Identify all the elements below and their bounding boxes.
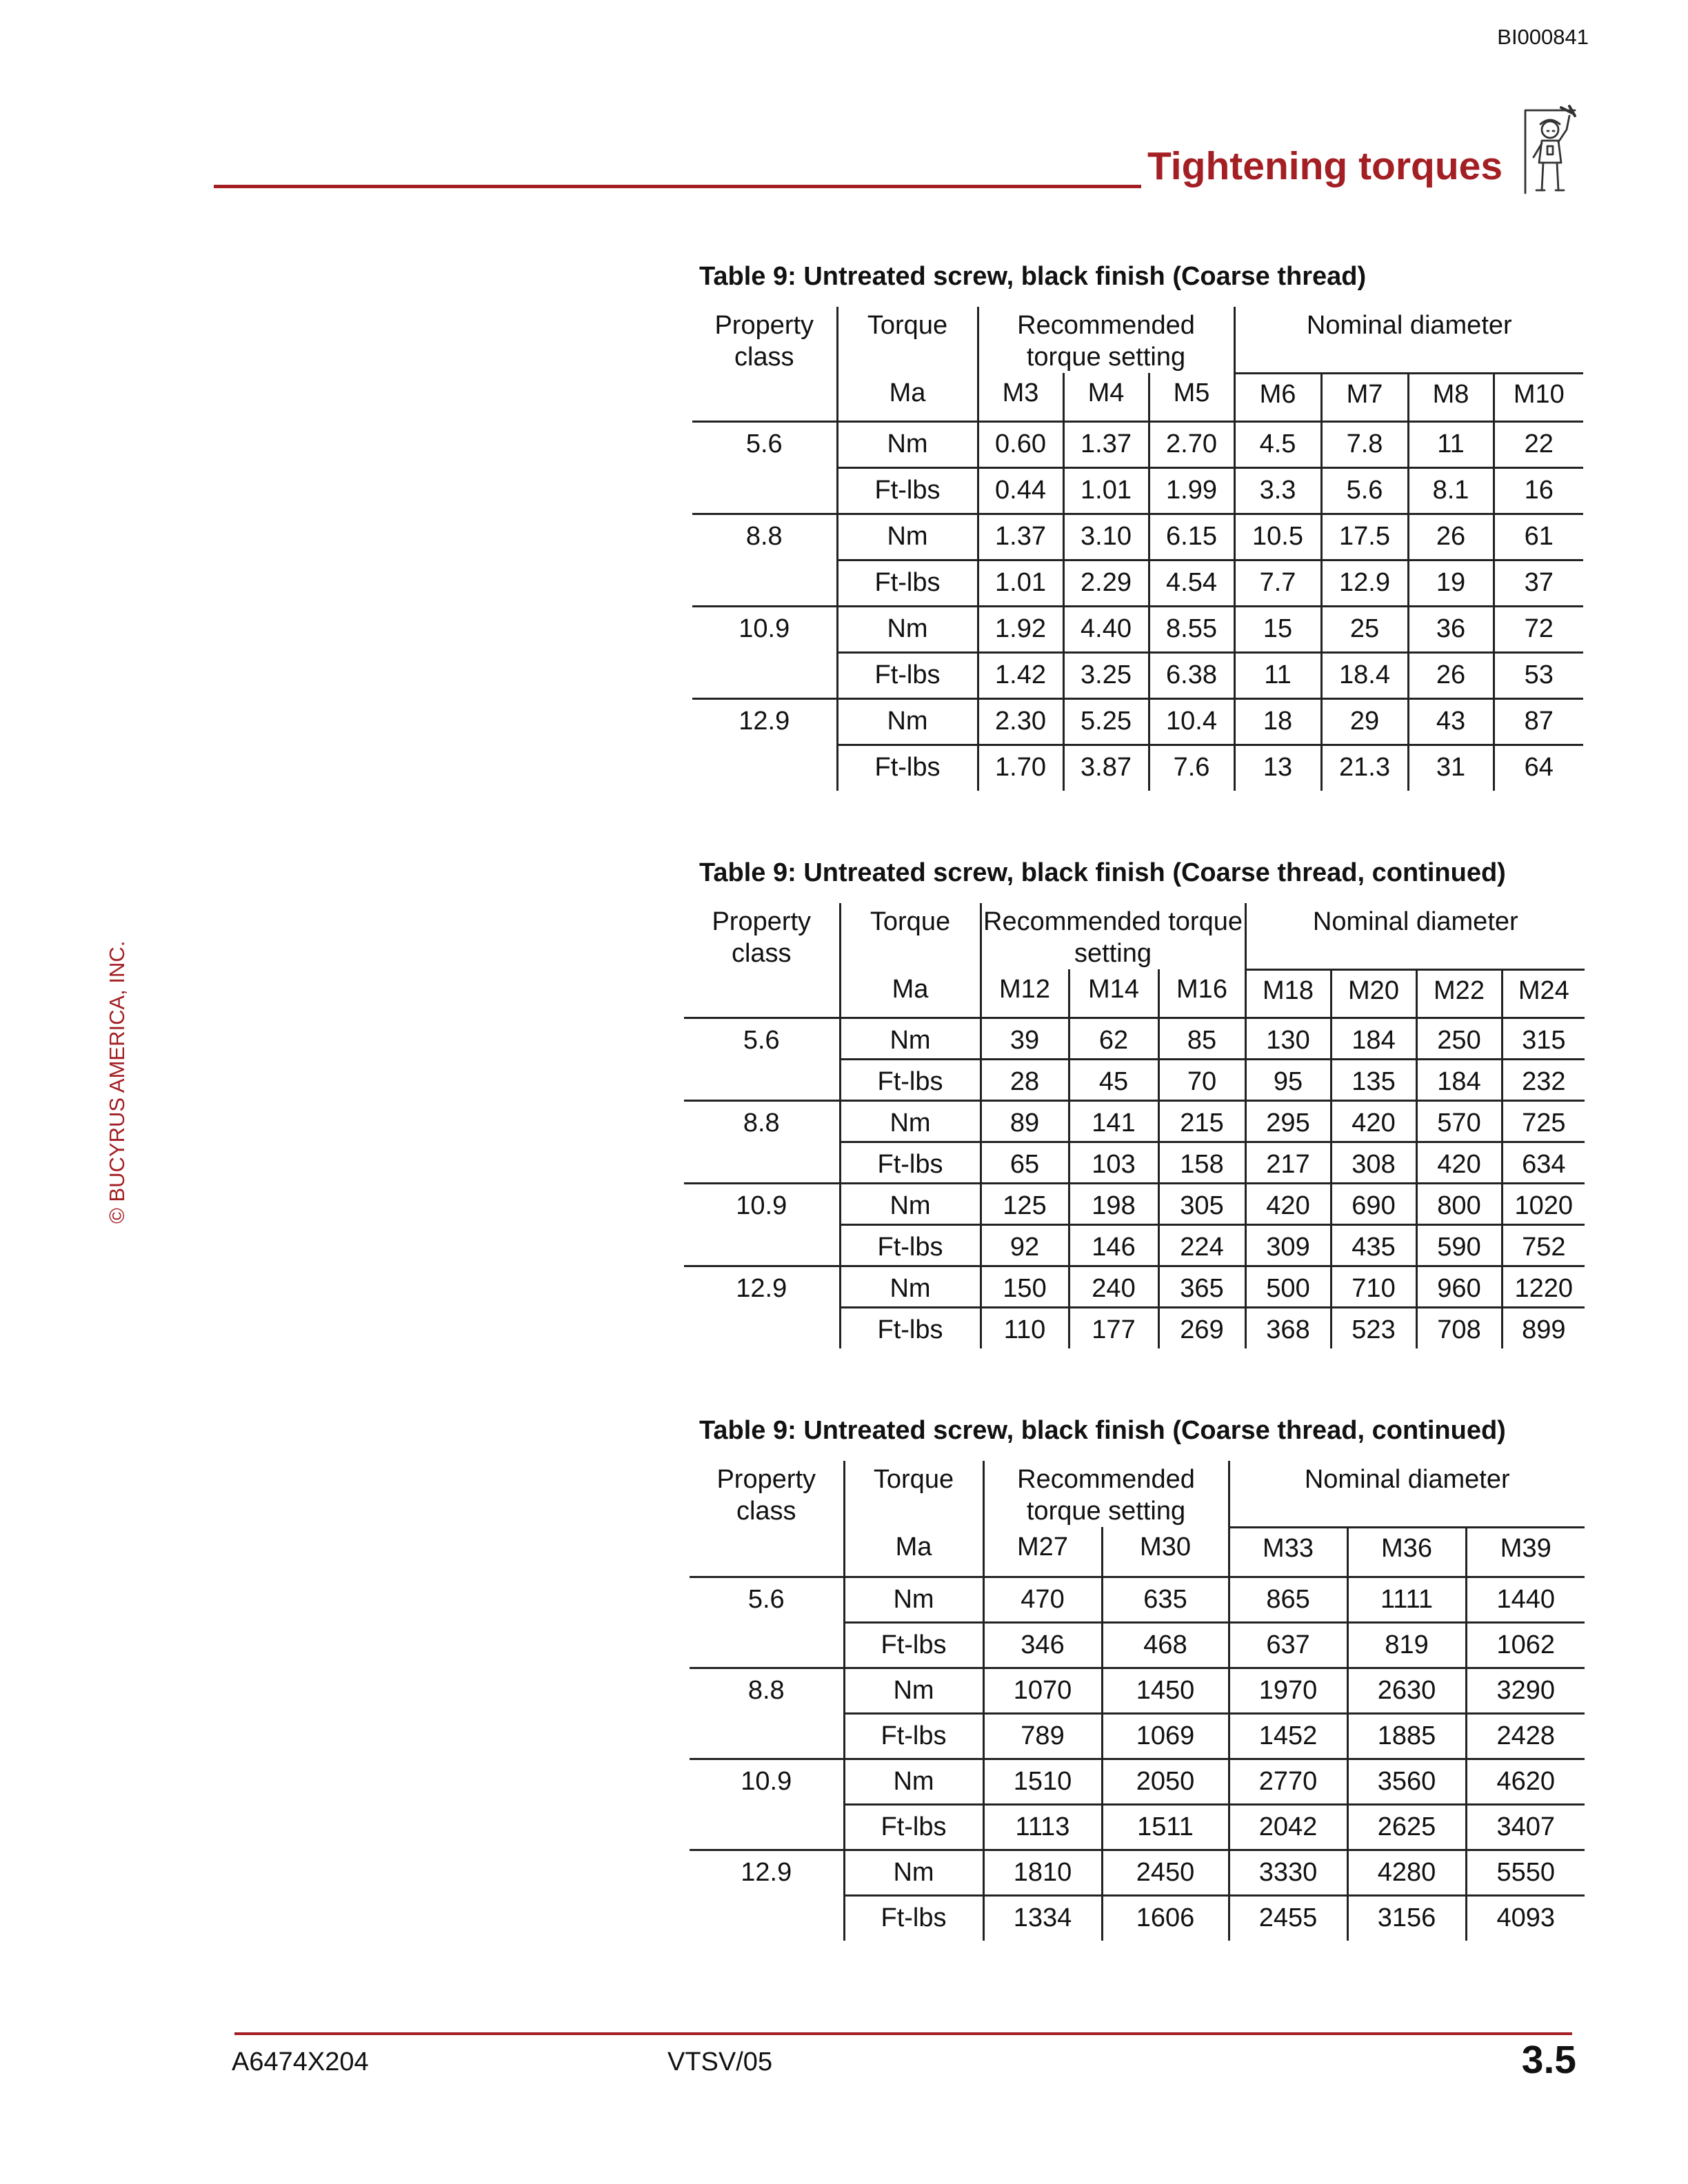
footer-revision: VTSV/05 xyxy=(667,2048,773,2076)
torque-value-cell: 92 xyxy=(981,1224,1069,1266)
property-class-cell: 8.8 xyxy=(690,1668,844,1713)
property-class-cell: 5.6 xyxy=(745,429,783,458)
table-caption: Table 9: Untreated screw, black finish (Coarse thread) xyxy=(699,262,1367,291)
table-row xyxy=(690,1804,1585,1850)
torque-value-cell: 637 xyxy=(1229,1622,1347,1668)
size-header-cell: M5 xyxy=(1149,373,1234,421)
property-class-cell: 10.9 xyxy=(692,606,837,652)
size-header-cell: M22 xyxy=(1416,969,1502,1018)
property-class-cell xyxy=(684,1224,840,1266)
torque-value-cell: 468 xyxy=(1102,1622,1229,1668)
property-class-cell xyxy=(690,1713,844,1759)
torque-value-cell: 89 xyxy=(981,1100,1069,1142)
property-class-cell xyxy=(690,1895,844,1941)
torque-value-cell: 158 xyxy=(1158,1142,1245,1183)
torque-value-cell: 11 xyxy=(1234,652,1321,698)
torque-value-cell: 819 xyxy=(1347,1622,1466,1668)
footer-document-number: A6474X204 xyxy=(232,2048,369,2076)
property-class-cell: 8.8 xyxy=(692,514,837,560)
table-row xyxy=(690,1713,1585,1759)
torque-value-cell: 4.40 xyxy=(1063,606,1149,652)
unit-cell: Nm xyxy=(837,606,978,652)
table-row xyxy=(684,1183,1585,1224)
torque-header: Torque xyxy=(844,1461,983,1527)
torque-value-cell: 2.29 xyxy=(1063,560,1149,606)
size-header-cell: M27 xyxy=(983,1527,1102,1577)
property-class-cell xyxy=(692,560,837,606)
torque-value-cell: 1220 xyxy=(1502,1266,1585,1307)
torque-value-cell: 7.8 xyxy=(1321,421,1408,467)
ma-header: Ma xyxy=(844,1527,983,1577)
torque-value-cell: 1.01 xyxy=(1063,467,1149,514)
unit-cell: Ft-lbs xyxy=(844,1622,983,1668)
torque-value-cell: 184 xyxy=(1416,1059,1502,1100)
torque-value-cell: 960 xyxy=(1416,1266,1502,1307)
torque-value-cell: 368 xyxy=(1245,1307,1331,1348)
torque-value-cell: 29 xyxy=(1321,698,1408,745)
torque-value-cell: 420 xyxy=(1331,1100,1416,1142)
torque-value-cell: 5550 xyxy=(1466,1850,1585,1895)
mechanic-with-wrench-icon xyxy=(1520,105,1583,199)
torque-value-cell: 70 xyxy=(1158,1059,1245,1100)
property-class-cell: 8.8 xyxy=(684,1100,840,1142)
table-caption: Table 9: Untreated screw, black finish (Coarse thread, continued) xyxy=(699,858,1506,887)
torque-value-cell: 150 xyxy=(981,1266,1069,1307)
torque-value-cell: 31 xyxy=(1408,745,1494,791)
torque-value-cell: 17.5 xyxy=(1321,514,1408,560)
torque-value-cell: 217 xyxy=(1245,1142,1331,1183)
torque-value-cell: 7.7 xyxy=(1234,560,1321,606)
torque-value-cell: 16 xyxy=(1494,467,1583,514)
unit-cell: Nm xyxy=(844,1850,983,1895)
torque-value-cell: 95 xyxy=(1245,1059,1331,1100)
torque-value-cell: 1113 xyxy=(983,1804,1102,1850)
torque-value-cell: 72 xyxy=(1494,606,1583,652)
torque-value-cell: 21.3 xyxy=(1321,745,1408,791)
torque-value-cell: 19 xyxy=(1408,560,1494,606)
torque-value-cell: 25 xyxy=(1321,606,1408,652)
recommended-setting-header: Recommended torque setting xyxy=(981,903,1245,969)
property-class-cell xyxy=(690,1804,844,1850)
torque-value-cell: 269 xyxy=(1158,1307,1245,1348)
torque-value-cell: 43 xyxy=(1408,698,1494,745)
torque-value-cell: 5.6 xyxy=(1321,467,1408,514)
torque-value-cell: 65 xyxy=(981,1142,1069,1183)
torque-value-cell: 3.3 xyxy=(1234,467,1321,514)
torque-value-cell: 435 xyxy=(1331,1224,1416,1266)
table-row xyxy=(684,1142,1585,1183)
table-row xyxy=(692,606,1583,652)
size-header-cell: M7 xyxy=(1321,373,1408,421)
unit-cell: Nm xyxy=(837,421,978,467)
torque-value-cell: 4093 xyxy=(1466,1895,1585,1941)
unit-cell: Ft-lbs xyxy=(837,652,978,698)
unit-cell: Ft-lbs xyxy=(837,745,978,791)
document-id: BI000841 xyxy=(1497,25,1589,49)
size-header-cell: M14 xyxy=(1069,969,1158,1018)
torque-value-cell: 3156 xyxy=(1347,1895,1466,1941)
table-row xyxy=(684,1224,1585,1266)
torque-table-grid xyxy=(692,307,1583,791)
torque-value-cell: 2770 xyxy=(1229,1759,1347,1804)
unit-cell: Nm xyxy=(844,1577,983,1622)
property-class-cell: 5.6 xyxy=(743,1025,780,1055)
recommended-setting-header: Recommended torque setting xyxy=(983,1461,1229,1527)
table-row xyxy=(690,1759,1585,1804)
torque-table-3 xyxy=(690,1416,1585,1941)
torque-value-cell: 3.10 xyxy=(1063,514,1149,560)
torque-value-cell: 62 xyxy=(1069,1018,1158,1059)
torque-value-cell: 184 xyxy=(1331,1018,1416,1059)
table-row xyxy=(692,652,1583,698)
table-row xyxy=(692,514,1583,560)
torque-value-cell: 4280 xyxy=(1347,1850,1466,1895)
property-class-cell xyxy=(692,467,837,514)
table-row xyxy=(692,745,1583,791)
torque-value-cell: 3560 xyxy=(1347,1759,1466,1804)
table-row xyxy=(690,1577,1585,1622)
property-class-cell: 12.9 xyxy=(684,1266,840,1307)
size-header-cell: M8 xyxy=(1408,373,1494,421)
torque-value-cell: 1.37 xyxy=(978,514,1063,560)
torque-value-cell: 26 xyxy=(1408,652,1494,698)
torque-value-cell: 64 xyxy=(1494,745,1583,791)
torque-value-cell: 8.55 xyxy=(1149,606,1234,652)
torque-value-cell: 470 xyxy=(983,1577,1102,1622)
torque-value-cell: 708 xyxy=(1416,1307,1502,1348)
torque-value-cell: 2625 xyxy=(1347,1804,1466,1850)
torque-value-cell: 1069 xyxy=(1102,1713,1229,1759)
unit-cell: Ft-lbs xyxy=(840,1059,981,1100)
torque-value-cell: 8.1 xyxy=(1408,467,1494,514)
torque-value-cell: 87 xyxy=(1494,698,1583,745)
recommended-setting-header: Recommended torque setting xyxy=(978,307,1234,373)
torque-value-cell: 3330 xyxy=(1229,1850,1347,1895)
torque-value-cell: 865 xyxy=(1229,1577,1347,1622)
torque-table-2 xyxy=(684,858,1585,1348)
size-header-cell: M4 xyxy=(1063,373,1149,421)
torque-value-cell: 725 xyxy=(1502,1100,1585,1142)
torque-value-cell: 1.01 xyxy=(978,560,1063,606)
torque-value-cell: 315 xyxy=(1502,1018,1585,1059)
torque-value-cell: 85 xyxy=(1158,1018,1245,1059)
property-class-cell xyxy=(692,652,837,698)
table-row xyxy=(684,1266,1585,1307)
torque-value-cell: 1511 xyxy=(1102,1804,1229,1850)
torque-value-cell: 141 xyxy=(1069,1100,1158,1142)
footer-rule xyxy=(234,2032,1572,2035)
property-class-cell xyxy=(692,745,837,791)
torque-value-cell: 690 xyxy=(1331,1183,1416,1224)
table-row xyxy=(692,421,1583,467)
unit-cell: Nm xyxy=(844,1759,983,1804)
unit-cell: Ft-lbs xyxy=(837,467,978,514)
torque-value-cell: 3290 xyxy=(1466,1668,1585,1713)
unit-cell: Nm xyxy=(840,1266,981,1307)
property-class-cell xyxy=(684,1307,840,1348)
unit-cell: Nm xyxy=(837,514,978,560)
torque-value-cell: 1.70 xyxy=(978,745,1063,791)
torque-value-cell: 309 xyxy=(1245,1224,1331,1266)
torque-value-cell: 39 xyxy=(981,1018,1069,1059)
torque-value-cell: 1.42 xyxy=(978,652,1063,698)
property-class-header: Property class xyxy=(690,1461,844,1577)
torque-value-cell: 1062 xyxy=(1466,1622,1585,1668)
torque-value-cell: 103 xyxy=(1069,1142,1158,1183)
unit-cell: Ft-lbs xyxy=(844,1895,983,1941)
torque-value-cell: 3.87 xyxy=(1063,745,1149,791)
torque-value-cell: 26 xyxy=(1408,514,1494,560)
torque-value-cell: 4.54 xyxy=(1149,560,1234,606)
torque-value-cell: 135 xyxy=(1331,1059,1416,1100)
torque-value-cell: 2455 xyxy=(1229,1895,1347,1941)
property-class-cell: 10.9 xyxy=(690,1759,844,1804)
torque-value-cell: 240 xyxy=(1069,1266,1158,1307)
torque-value-cell: 11 xyxy=(1408,421,1494,467)
property-class-header: Property class xyxy=(684,903,840,1018)
table-row xyxy=(684,1307,1585,1348)
property-class-cell xyxy=(684,1059,840,1100)
property-class-cell xyxy=(690,1622,844,1668)
nominal-diameter-header: Nominal diameter xyxy=(1229,1461,1585,1527)
torque-value-cell: 1334 xyxy=(983,1895,1102,1941)
torque-value-cell: 18.4 xyxy=(1321,652,1408,698)
table-row xyxy=(684,1018,1585,1059)
torque-value-cell: 500 xyxy=(1245,1266,1331,1307)
torque-value-cell: 635 xyxy=(1102,1577,1229,1622)
property-class-cell: 12.9 xyxy=(692,698,837,745)
size-header-cell: M33 xyxy=(1229,1527,1347,1577)
unit-cell: Nm xyxy=(844,1668,983,1713)
ma-header: Ma xyxy=(837,373,978,421)
table-caption: Table 9: Untreated screw, black finish (Coarse thread, continued) xyxy=(699,1416,1506,1445)
torque-value-cell: 125 xyxy=(981,1183,1069,1224)
torque-value-cell: 1.99 xyxy=(1149,467,1234,514)
torque-value-cell: 1970 xyxy=(1229,1668,1347,1713)
table-row xyxy=(692,560,1583,606)
size-header-cell: M12 xyxy=(981,969,1069,1018)
torque-value-cell: 130 xyxy=(1245,1018,1331,1059)
torque-value-cell: 3407 xyxy=(1466,1804,1585,1850)
table-row xyxy=(690,1850,1585,1895)
size-header-cell: M39 xyxy=(1466,1527,1585,1577)
torque-value-cell: 420 xyxy=(1416,1142,1502,1183)
torque-value-cell: 6.15 xyxy=(1149,514,1234,560)
size-header-cell: M36 xyxy=(1347,1527,1466,1577)
size-header-cell: M20 xyxy=(1331,969,1416,1018)
torque-value-cell: 1020 xyxy=(1502,1183,1585,1224)
table-row xyxy=(684,1059,1585,1100)
torque-value-cell: 1450 xyxy=(1102,1668,1229,1713)
torque-value-cell: 0.44 xyxy=(978,467,1063,514)
torque-header: Torque xyxy=(837,307,978,373)
torque-header: Torque xyxy=(840,903,981,969)
torque-table-grid xyxy=(684,903,1585,1348)
unit-cell: Ft-lbs xyxy=(840,1142,981,1183)
torque-value-cell: 365 xyxy=(1158,1266,1245,1307)
torque-value-cell: 1452 xyxy=(1229,1713,1347,1759)
size-header-cell: M30 xyxy=(1102,1527,1229,1577)
property-class-header: Property class xyxy=(692,307,837,421)
torque-value-cell: 899 xyxy=(1502,1307,1585,1348)
torque-value-cell: 1.37 xyxy=(1063,421,1149,467)
torque-value-cell: 37 xyxy=(1494,560,1583,606)
property-class-cell: 12.9 xyxy=(690,1850,844,1895)
torque-value-cell: 1606 xyxy=(1102,1895,1229,1941)
torque-value-cell: 36 xyxy=(1408,606,1494,652)
torque-value-cell: 1810 xyxy=(983,1850,1102,1895)
torque-value-cell: 590 xyxy=(1416,1224,1502,1266)
torque-value-cell: 752 xyxy=(1502,1224,1585,1266)
torque-value-cell: 305 xyxy=(1158,1183,1245,1224)
unit-cell: Ft-lbs xyxy=(840,1307,981,1348)
torque-value-cell: 1885 xyxy=(1347,1713,1466,1759)
torque-value-cell: 110 xyxy=(981,1307,1069,1348)
torque-table-grid xyxy=(690,1461,1585,1941)
torque-value-cell: 18 xyxy=(1234,698,1321,745)
torque-value-cell: 634 xyxy=(1502,1142,1585,1183)
torque-value-cell: 22 xyxy=(1494,421,1583,467)
page-number: 3.5 xyxy=(1521,2038,1576,2082)
torque-table-1 xyxy=(692,262,1583,791)
size-header-cell: M16 xyxy=(1158,969,1245,1018)
torque-value-cell: 224 xyxy=(1158,1224,1245,1266)
torque-value-cell: 1.92 xyxy=(978,606,1063,652)
torque-value-cell: 2050 xyxy=(1102,1759,1229,1804)
torque-value-cell: 53 xyxy=(1494,652,1583,698)
size-header-cell: M18 xyxy=(1245,969,1331,1018)
torque-value-cell: 346 xyxy=(983,1622,1102,1668)
torque-value-cell: 7.6 xyxy=(1149,745,1234,791)
torque-value-cell: 10.4 xyxy=(1149,698,1234,745)
torque-value-cell: 1510 xyxy=(983,1759,1102,1804)
torque-value-cell: 2428 xyxy=(1466,1713,1585,1759)
torque-value-cell: 2630 xyxy=(1347,1668,1466,1713)
torque-value-cell: 6.38 xyxy=(1149,652,1234,698)
torque-value-cell: 3.25 xyxy=(1063,652,1149,698)
table-row xyxy=(692,467,1583,514)
torque-value-cell: 2.70 xyxy=(1149,421,1234,467)
torque-value-cell: 232 xyxy=(1502,1059,1585,1100)
torque-value-cell: 420 xyxy=(1245,1183,1331,1224)
title-rule xyxy=(214,185,1141,188)
size-header-cell: M6 xyxy=(1234,373,1321,421)
torque-value-cell: 4.5 xyxy=(1234,421,1321,467)
torque-value-cell: 800 xyxy=(1416,1183,1502,1224)
property-class-cell: 10.9 xyxy=(684,1183,840,1224)
unit-cell: Ft-lbs xyxy=(844,1804,983,1850)
torque-value-cell: 13 xyxy=(1234,745,1321,791)
torque-value-cell: 10.5 xyxy=(1234,514,1321,560)
table-row xyxy=(684,1100,1585,1142)
torque-value-cell: 710 xyxy=(1331,1266,1416,1307)
torque-value-cell: 1070 xyxy=(983,1668,1102,1713)
torque-value-cell: 28 xyxy=(981,1059,1069,1100)
torque-value-cell: 146 xyxy=(1069,1224,1158,1266)
unit-cell: Ft-lbs xyxy=(837,560,978,606)
table-row xyxy=(690,1895,1585,1941)
size-header-cell: M24 xyxy=(1502,969,1585,1018)
unit-cell: Ft-lbs xyxy=(844,1713,983,1759)
torque-value-cell: 215 xyxy=(1158,1100,1245,1142)
property-class-cell: 5.6 xyxy=(747,1584,785,1614)
ma-header: Ma xyxy=(840,969,981,1018)
property-class-cell xyxy=(684,1142,840,1183)
torque-value-cell: 1440 xyxy=(1466,1577,1585,1622)
torque-value-cell: 570 xyxy=(1416,1100,1502,1142)
size-header-cell: M3 xyxy=(978,373,1063,421)
torque-value-cell: 0.60 xyxy=(978,421,1063,467)
unit-cell: Nm xyxy=(840,1183,981,1224)
table-row xyxy=(690,1622,1585,1668)
torque-value-cell: 198 xyxy=(1069,1183,1158,1224)
torque-value-cell: 5.25 xyxy=(1063,698,1149,745)
size-header-cell: M10 xyxy=(1494,373,1583,421)
torque-value-cell: 177 xyxy=(1069,1307,1158,1348)
nominal-diameter-header: Nominal diameter xyxy=(1234,307,1583,373)
table-row xyxy=(692,698,1583,745)
torque-value-cell: 61 xyxy=(1494,514,1583,560)
torque-value-cell: 1111 xyxy=(1347,1577,1466,1622)
torque-value-cell: 15 xyxy=(1234,606,1321,652)
torque-value-cell: 45 xyxy=(1069,1059,1158,1100)
unit-cell: Nm xyxy=(840,1100,981,1142)
unit-cell: Ft-lbs xyxy=(840,1224,981,1266)
table-row xyxy=(690,1668,1585,1713)
nominal-diameter-header: Nominal diameter xyxy=(1245,903,1585,969)
page-title: Tightening torques xyxy=(1147,144,1503,188)
torque-value-cell: 2450 xyxy=(1102,1850,1229,1895)
torque-value-cell: 12.9 xyxy=(1321,560,1408,606)
torque-value-cell: 2.30 xyxy=(978,698,1063,745)
torque-value-cell: 523 xyxy=(1331,1307,1416,1348)
torque-value-cell: 4620 xyxy=(1466,1759,1585,1804)
torque-value-cell: 789 xyxy=(983,1713,1102,1759)
torque-value-cell: 308 xyxy=(1331,1142,1416,1183)
torque-value-cell: 2042 xyxy=(1229,1804,1347,1850)
unit-cell: Nm xyxy=(837,698,978,745)
torque-value-cell: 250 xyxy=(1416,1018,1502,1059)
unit-cell: Nm xyxy=(840,1018,981,1059)
torque-value-cell: 295 xyxy=(1245,1100,1331,1142)
copyright-notice: © BUCYRUS AMERICA, INC. xyxy=(105,940,129,1224)
